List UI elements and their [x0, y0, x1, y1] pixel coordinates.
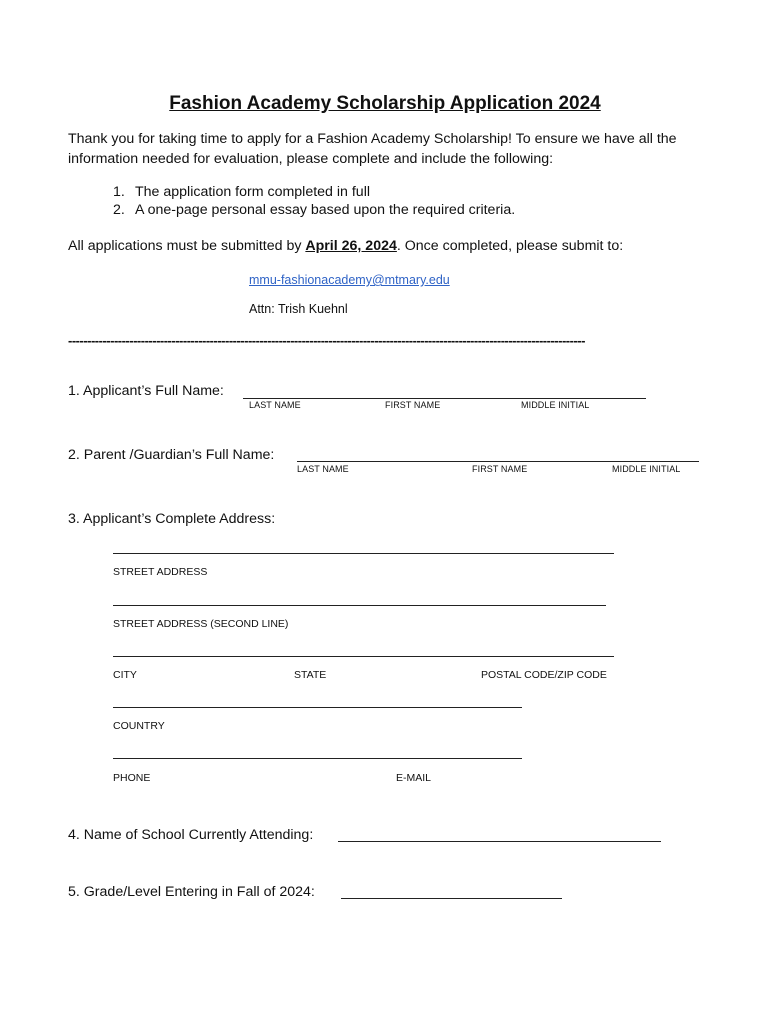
- first-name-caption: FIRST NAME: [385, 400, 441, 410]
- page-title: Fashion Academy Scholarship Application 2024: [169, 93, 601, 114]
- contact-attn: Attn: Trish Kuehnl: [249, 302, 348, 316]
- contact-email-link[interactable]: mmu-fashionacademy@mtmary.edu: [249, 273, 450, 287]
- applicant-name-field[interactable]: [243, 398, 646, 399]
- postal-code-caption: POSTAL CODE/ZIP CODE: [481, 669, 607, 681]
- list-number: 2.: [113, 202, 125, 218]
- section-divider: ---------------------------------------------------------------------------------------------------------------------------------------: [68, 333, 585, 348]
- school-label: 4. Name of School Currently Attending:: [68, 827, 314, 843]
- street-address-2-field[interactable]: [113, 605, 606, 606]
- middle-initial-caption: MIDDLE INITIAL: [521, 400, 590, 410]
- guardian-name-field[interactable]: [297, 461, 699, 462]
- country-caption: COUNTRY: [113, 720, 165, 732]
- last-name-caption: LAST NAME: [297, 464, 349, 474]
- guardian-name-label: 2. Parent /Guardian’s Full Name:: [68, 447, 275, 463]
- street-address-field[interactable]: [113, 553, 614, 554]
- city-state-zip-field[interactable]: [113, 656, 614, 657]
- list-number: 1.: [113, 184, 125, 200]
- middle-initial-caption: MIDDLE INITIAL: [612, 464, 681, 474]
- school-field[interactable]: [338, 841, 661, 842]
- address-label: 3. Applicant’s Complete Address:: [68, 511, 276, 527]
- list-text: The application form completed in full: [135, 184, 371, 200]
- grade-level-label: 5. Grade/Level Entering in Fall of 2024:: [68, 884, 315, 900]
- state-caption: STATE: [294, 669, 327, 681]
- phone-email-field[interactable]: [113, 758, 522, 759]
- requirement-item: [113, 182, 370, 202]
- deadline-suffix: . Once completed, please submit to:: [396, 238, 624, 254]
- country-field[interactable]: [113, 707, 522, 708]
- last-name-caption: LAST NAME: [249, 400, 301, 410]
- city-caption: CITY: [113, 669, 137, 681]
- deadline-date: April 26, 2024: [305, 238, 397, 254]
- requirement-item: [113, 200, 515, 220]
- applicant-name-label: 1. Applicant’s Full Name:: [68, 383, 224, 399]
- street-address-caption: STREET ADDRESS: [113, 566, 208, 578]
- street-address-2-caption: STREET ADDRESS (SECOND LINE): [113, 618, 289, 630]
- first-name-caption: FIRST NAME: [472, 464, 528, 474]
- email-caption: E-MAIL: [396, 772, 432, 784]
- list-text: A one-page personal essay based upon the required criteria.: [135, 202, 516, 218]
- grade-level-field[interactable]: [341, 898, 562, 899]
- phone-caption: PHONE: [113, 772, 151, 784]
- deadline-sentence: [68, 236, 623, 256]
- intro-paragraph: Thank you for taking time to apply for a Fashion Academy Scholarship! To ensure we have all the information needed for evaluation, please complete and include the following:: [68, 131, 677, 167]
- deadline-prefix: All applications must be submitted by: [68, 238, 306, 254]
